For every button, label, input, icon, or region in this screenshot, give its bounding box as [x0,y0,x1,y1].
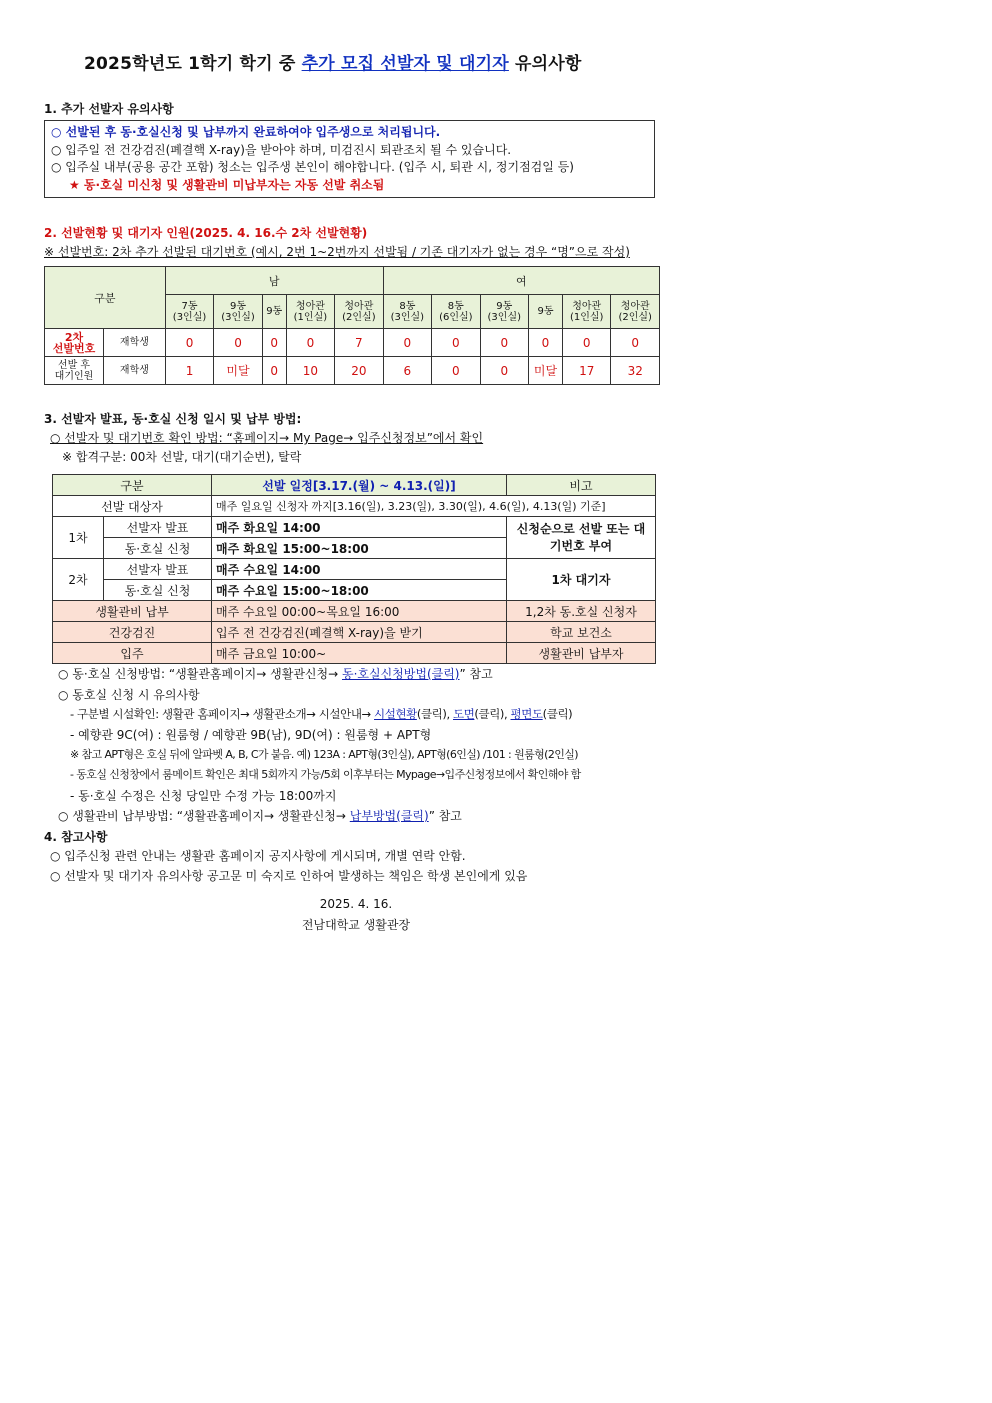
column-header [165,295,213,329]
section-1-heading: 1. 추가 선발자 유의사항 [44,102,174,116]
round-2-announce-label: 선발자 발표 [104,559,212,580]
column-building: 청아관 [620,300,650,312]
payment-method: ○ 생활관비 납부방법: “생활관홈페이지→ 생활관신청→ 납부방법(클릭)” 참고 [58,809,462,823]
row-label-line-1: 선발 후 [57,359,91,371]
payment-method-link[interactable]: 납부방법(클릭) [349,809,429,823]
table-cell: 32 [611,357,660,385]
table-cell: 미달 [529,357,563,385]
footer-date: 2025. 4. 16. [319,897,393,911]
column-building: 9동 [496,300,513,312]
round-1-note: 신청순으로 선발 또는 대기번호 부여 [507,517,656,559]
check-method: ○ 선발자 및 대기번호 확인 방법: “홈페이지→ My Page→ 입주신청정보”에서 확인 [50,431,484,445]
row-label-line-2: 대기인원 [54,370,94,382]
note-header: 비고 [507,475,656,496]
room-apply-method: ○ 동·호실 신청방법: “생활관홈페이지→ 생활관신청→ 동·호실신청방법(클릭)” 참고 [58,667,493,681]
footer-org: 전남대학교 생활관장 [301,918,411,932]
column-room-type: (6인실) [439,311,473,323]
column-building: 9동 [266,306,283,317]
section-1-box [44,120,655,198]
health-note: 학교 보건소 [507,622,656,643]
reference-line-2: ○ 선발자 및 대기자 유의사항 공고문 미 숙지로 인하여 발생하는 책임은 학생 본인에게 있음 [50,869,528,883]
column-room-type: (3인실) [172,311,207,323]
page-title [84,49,582,74]
selection-status-table [44,266,660,385]
column-room-type: (1인실) [569,311,604,323]
section-2-heading: 2. 선발현황 및 대기자 인원(2025. 4. 16.수 2차 선발현황) [44,226,368,240]
column-building: 8동 [399,300,416,312]
column-building: 9동 [537,306,554,317]
round-2-announce-time: 매주 수요일 14:00 [212,559,507,580]
column-header [262,295,286,329]
title-suffix: 유의사항 [508,54,582,74]
table-cell: 0 [562,329,610,357]
fee-value: 매주 수요일 00:00~목요일 16:00 [212,601,507,622]
female-header: 여 [383,267,659,295]
table-cell: 1 [165,357,213,385]
table-cell: 0 [214,329,262,357]
table-group-header: 구분 [45,267,166,329]
room-apply-method-link[interactable]: 동·호실신청방법(클릭) [341,667,460,681]
column-building: 청아관 [572,300,602,312]
round-2-room-label: 동·호실 신청 [104,580,212,601]
row-label-line-2: 선발번호 [52,341,96,355]
table-cell: 0 [165,329,213,357]
column-header [432,295,480,329]
notice-line-2: ○ 입주일 전 건강검진(폐결핵 X-ray)을 받아야 하며, 미검진시 퇴관조치 될 수 있습니다. [51,142,512,157]
target-value: 매주 일요일 신청자 까지[3.16(일), 3.23(일), 3.30(일), 4.6(일), 4.13(일) 기준] [212,496,656,517]
column-room-type: (2인실) [618,311,652,323]
target-label: 선발 대상자 [53,496,212,517]
table-cell: 0 [529,329,563,357]
fee-note: 1,2차 동.호실 신청자 [507,601,656,622]
roommate-note: - 동호실 신청창에서 룸메이트 확인은 최대 5회까지 가능/5회 이후부터는 Mypage→입주신청정보에서 확인해야 함 [70,768,581,781]
column-building: 청아관 [344,300,374,312]
layout-link[interactable]: 평면도 [510,707,543,721]
male-header: 남 [165,267,383,295]
title-prefix: 2025학년도 1학기 학기 중 [84,54,302,74]
round-2-note: 1차 대기자 [507,559,656,601]
round-1-announce-time: 매주 화요일 14:00 [212,517,507,538]
table-cell: 미달 [214,357,262,385]
move-in-label: 입주 [53,643,212,664]
table-cell: 0 [480,329,528,357]
row-label [45,357,104,385]
round-2-label: 2차 [53,559,104,601]
table-cell: 20 [335,357,383,385]
round-1-label: 1차 [53,517,104,559]
health-label: 건강검진 [53,622,212,643]
table-cell: 0 [262,329,286,357]
result-category-note: ※ 합격구분: 00차 선발, 대기(대기순번), 탈락 [62,450,302,464]
section-4-heading: 4. 참고사항 [44,830,108,844]
schedule-header: 선발 일정[3.17.(월) ~ 4.13.(일)] [212,475,507,496]
column-header [335,295,383,329]
column-header [383,295,431,329]
column-header [480,295,528,329]
column-building: 9동 [230,300,247,312]
column-building: 청아관 [295,300,325,312]
table-cell: 0 [480,357,528,385]
column-header [286,295,334,329]
reference-line-1: ○ 입주신청 관련 안내는 생활관 홈페이지 공지사항에 게시되며, 개별 연락 안함. [50,849,466,863]
room-caution-heading: ○ 동호실 신청 시 유의사항 [58,688,200,702]
row-label [45,329,104,357]
move-in-value: 매주 금요일 10:00~ [212,643,507,664]
row-label-line-1: 2차 [64,330,84,344]
column-building: 8동 [447,300,464,312]
column-room-type: (1인실) [293,311,328,323]
notice-line-1: ○ 선발된 후 동·호실신청 및 납부까지 완료하여야 입주생으로 처리됩니다. [51,125,441,139]
table-cell: 0 [432,329,480,357]
schedule-table [52,474,656,664]
table-cell: 17 [562,357,610,385]
floor-plan-link[interactable]: 도면 [452,707,475,721]
column-room-type: (3인실) [221,311,255,323]
section-3-heading: 3. 선발자 발표, 동·호실 신청 일시 및 납부 방법: [44,412,302,426]
facility-check: - 구분별 시설확인: 생활관 홈페이지→ 생활관소개→ 시설안내→ 시설현황(클릭), 도면(클릭), 평면도(클릭) [70,707,573,721]
column-header [529,295,563,329]
table-cell: 0 [611,329,660,357]
title-highlight: 추가 모집 선발자 및 대기자 [301,54,509,74]
table-cell: 7 [335,329,383,357]
row-student-type: 재학생 [104,357,166,385]
column-room-type: (2인실) [342,311,376,323]
fee-label: 생활관비 납부 [53,601,212,622]
move-in-note: 생활관비 납부자 [507,643,656,664]
round-2-room-time: 매주 수요일 15:00~18:00 [212,580,507,601]
table-cell: 10 [286,357,334,385]
column-header [562,295,610,329]
schedule-group-header: 구분 [53,475,212,496]
column-room-type: (3인실) [487,311,522,323]
yehyang-note: - 예향관 9C(여) : 원룸형 / 예향관 9B(남), 9D(여) : 원룸형 + APT형 [70,728,432,742]
row-student-type: 재학생 [104,329,166,357]
notice-line-3: ○ 입주실 내부(공용 공간 포함) 청소는 입주생 본인이 해야합니다. (입주 시, 퇴관 시, 정기점검일 등) [51,160,574,175]
selection-number-note: ※ 선발번호: 2차 추가 선발된 대기번호 (예시, 2번 1~2번까지 선발됨 / 기존 대기자가 없는 경우 “명”으로 작성) [44,245,630,259]
facility-status-link[interactable]: 시설현황 [374,707,417,721]
round-1-room-time: 매주 화요일 15:00~18:00 [212,538,507,559]
apt-note: ※ 참고 APT형은 호실 뒤에 알파벳 A, B, C가 붙음. 예) 123A : APT형(3인실), APT형(6인실) /101 : 원룸형(2인실) [70,748,578,761]
cancel-warning: ★ 동·호실 미신청 및 생활관비 미납부자는 자동 선발 취소됨 [69,177,385,192]
modify-note: - 동·호실 수정은 신청 당일만 수정 가능 18:00까지 [70,789,337,803]
column-room-type: (3인실) [390,311,425,323]
table-cell: 0 [286,329,334,357]
column-header [214,295,262,329]
table-cell: 0 [432,357,480,385]
table-cell: 0 [383,329,431,357]
round-1-room-label: 동·호실 신청 [104,538,212,559]
table-cell: 0 [262,357,286,385]
column-building: 7동 [181,300,198,312]
table-cell: 6 [383,357,431,385]
health-value: 입주 전 건강검진(폐결핵 X-ray)을 받기 [212,622,507,643]
column-header [611,295,660,329]
round-1-announce-label: 선발자 발표 [104,517,212,538]
